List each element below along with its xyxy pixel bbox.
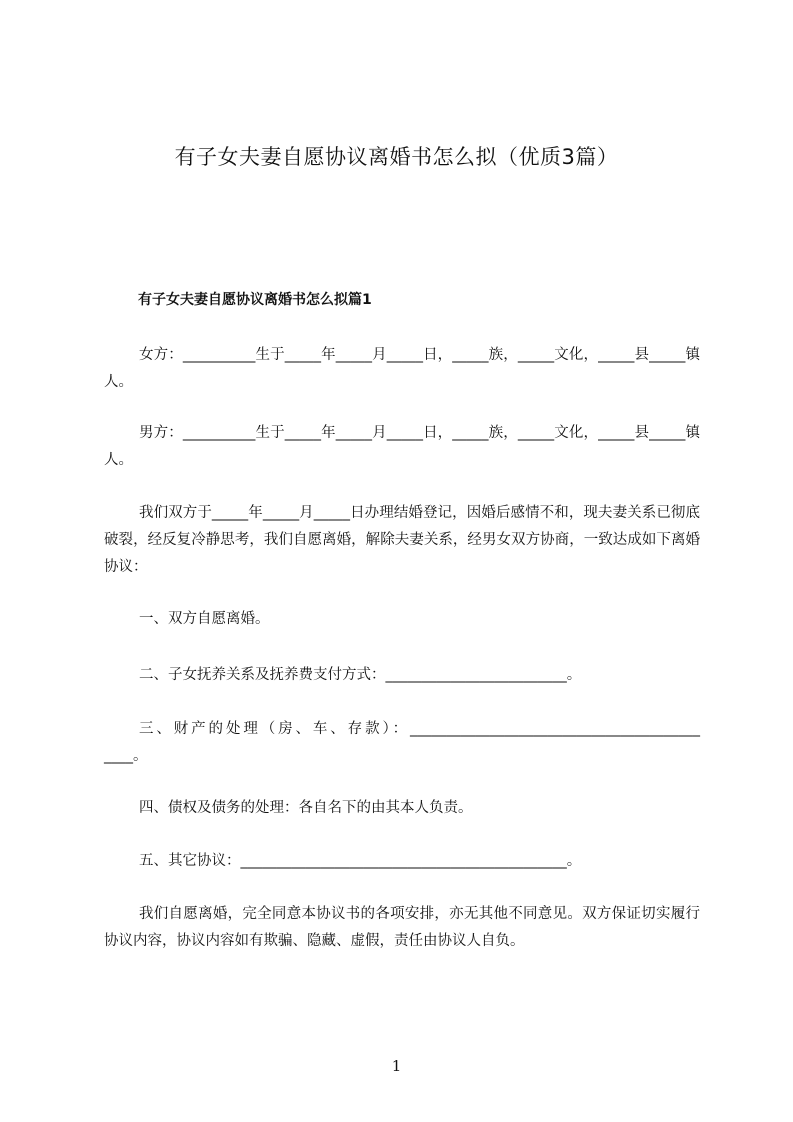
paragraph-female-party: 女方：__________生于_____年_____月_____日，_____族，_____文化，_____县_____镇人。 xyxy=(104,347,700,390)
clause-1: 一、双方自愿离婚。 xyxy=(139,611,270,627)
clause-5: 五、其它协议：_____________________________________________。 xyxy=(139,853,582,869)
page-number: 1 xyxy=(391,1057,402,1075)
paragraph-closing: 我们自愿离婚，完全同意本协议书的各项安排，亦无其他不同意见。双方保证切实履行协议内容，协议内容如有欺骗、隐藏、虚假，责任由协议人自负。 xyxy=(104,906,700,949)
clause-2: 二、子女抚养关系及抚养费支付方式：_________________________。 xyxy=(139,667,582,683)
paragraph-preamble: 我们双方于_____年_____月_____日办理结婚登记，因婚后感情不和，现夫妻关系已彻底破裂，经反复冷静思考，我们自愿离婚，解除夫妻关系，经男女双方协商，一致达成如下离婚协议： xyxy=(104,505,700,575)
paragraph-male-party: 男方：__________生于_____年_____月_____日，_____族，_____文化，_____县_____镇人。 xyxy=(104,425,700,468)
section-heading: 有子女夫妻自愿协议离婚书怎么拟篇1 xyxy=(138,292,372,308)
clause-3: 三、财产的处理（房、车、存款）：________________________________________ ____。 xyxy=(104,721,700,764)
document-title: 有子女夫妻自愿协议离婚书怎么拟（优质3篇） xyxy=(174,145,619,169)
clause-4: 四、债权及债务的处理：各自名下的由其本人负责。 xyxy=(139,800,473,816)
